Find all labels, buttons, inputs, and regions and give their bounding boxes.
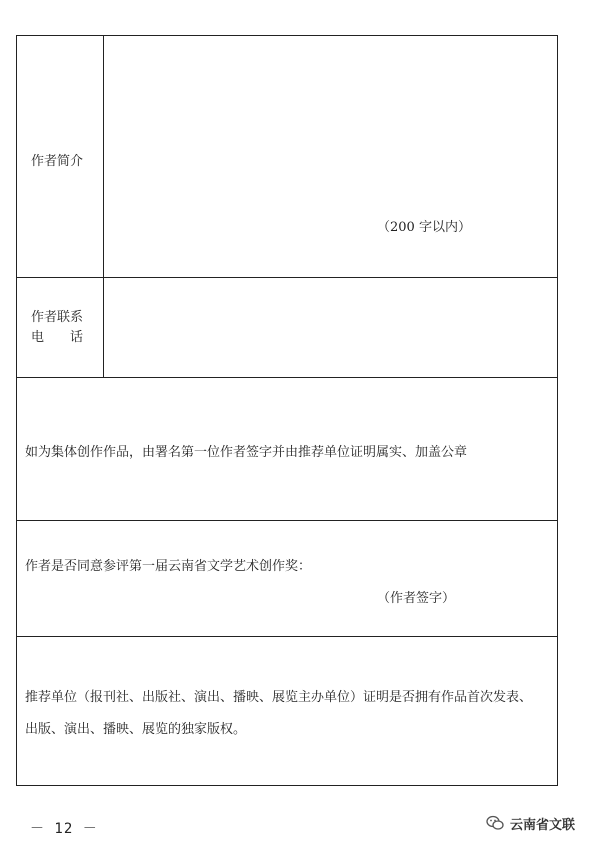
wechat-watermark xyxy=(486,813,575,833)
submission-form-table xyxy=(16,35,558,786)
recommender-cert-line2: 出版、演出、播映、展览的独家版权。 xyxy=(25,722,247,737)
consent-question: 作者是否同意参评第一届云南省文学艺术创作奖： xyxy=(25,559,312,574)
row-divider-contact xyxy=(17,377,557,378)
watermark-text: 云南省文联 xyxy=(510,817,576,833)
row-divider-consent xyxy=(17,636,557,637)
wechat-icon xyxy=(486,815,504,831)
row-divider-collective xyxy=(17,520,557,521)
author-contact-label-line2: 电 话 xyxy=(31,330,84,345)
row-divider-bio xyxy=(17,277,557,278)
author-contact-label-line1: 作者联系 xyxy=(31,310,84,325)
author-signature-label: （作者签字） xyxy=(377,591,456,606)
author-bio-length-note: （200 字以内） xyxy=(377,220,471,235)
collective-work-note: 如为集体创作作品，由署名第一位作者签字并由推荐单位证明属实、加盖公章 xyxy=(25,445,468,460)
recommender-cert-line1: 推荐单位（报刊社、出版社、演出、播映、展览主办单位）证明是否拥有作品首次发表、 xyxy=(25,690,533,705)
page-number: － 12 － xyxy=(30,821,98,837)
label-column-divider xyxy=(103,36,104,378)
author-bio-label: 作者简介 xyxy=(31,154,84,169)
